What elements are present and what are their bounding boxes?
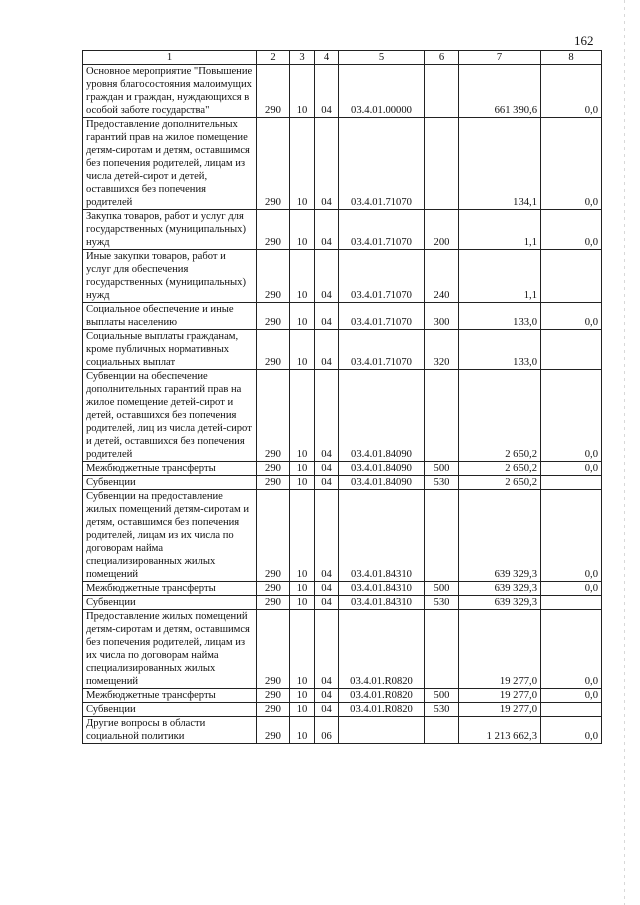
cell-4: 04 [315,330,339,370]
cell-7: 133,0 [459,330,541,370]
table-row [83,370,602,462]
cell-4: 04 [315,582,339,596]
cell-6: 200 [425,210,459,250]
cell-7: 19 277,0 [459,610,541,689]
table-body [83,51,602,744]
cell-1: Субвенции [83,476,257,490]
cell-1: Межбюджетные трансферты [83,462,257,476]
column-header: 5 [339,51,425,65]
cell-7: 134,1 [459,118,541,210]
cell-1: Социальные выплаты гражданам, кроме публичных нормативных социальных выплат [83,330,257,370]
cell-5 [339,717,425,744]
cell-3: 10 [290,303,315,330]
cell-4: 04 [315,370,339,462]
cell-4: 04 [315,462,339,476]
cell-5: 03.4.01.71070 [339,210,425,250]
cell-2: 290 [257,610,290,689]
cell-7: 19 277,0 [459,703,541,717]
table-row [83,476,602,490]
cell-2: 290 [257,689,290,703]
cell-5: 03.4.01.84090 [339,462,425,476]
cell-4: 04 [315,490,339,582]
cell-6: 500 [425,689,459,703]
cell-7: 1,1 [459,210,541,250]
cell-8: 0,0 [541,118,602,210]
cell-1: Субвенции [83,703,257,717]
header-row [83,51,602,65]
cell-7: 2 650,2 [459,462,541,476]
cell-6: 500 [425,462,459,476]
cell-6 [425,118,459,210]
cell-4: 04 [315,303,339,330]
cell-8: 0,0 [541,717,602,744]
cell-4: 04 [315,610,339,689]
cell-4: 04 [315,596,339,610]
cell-4: 04 [315,476,339,490]
cell-6: 530 [425,703,459,717]
cell-7: 639 329,3 [459,596,541,610]
cell-1: Закупка товаров, работ и услуг для государственных (муниципальных) нужд [83,210,257,250]
table-row [83,582,602,596]
cell-8: 0,0 [541,65,602,118]
cell-4: 04 [315,250,339,303]
cell-7: 1 213 662,3 [459,717,541,744]
cell-2: 290 [257,370,290,462]
cell-2: 290 [257,462,290,476]
cell-4: 04 [315,65,339,118]
cell-6: 240 [425,250,459,303]
cell-6: 500 [425,582,459,596]
table-row [83,250,602,303]
cell-2: 290 [257,717,290,744]
cell-1: Другие вопросы в области социальной политики [83,717,257,744]
cell-3: 10 [290,210,315,250]
cell-5: 03.4.01.84310 [339,596,425,610]
cell-7: 19 277,0 [459,689,541,703]
table-row [83,118,602,210]
cell-7: 639 329,3 [459,582,541,596]
table-row [83,65,602,118]
cell-2: 290 [257,703,290,717]
cell-1: Иные закупки товаров, работ и услуг для обеспечения государственных (муниципальных) нужд [83,250,257,303]
page-number: 162 [574,33,594,48]
cell-6 [425,65,459,118]
cell-5: 03.4.01.71070 [339,250,425,303]
column-header: 3 [290,51,315,65]
cell-3: 10 [290,717,315,744]
cell-8 [541,250,602,303]
table-row [83,462,602,476]
cell-8: 0,0 [541,210,602,250]
cell-3: 10 [290,703,315,717]
cell-8: 0,0 [541,689,602,703]
budget-table [82,50,602,744]
cell-7: 133,0 [459,303,541,330]
cell-2: 290 [257,490,290,582]
cell-1: Социальное обеспечение и иные выплаты населению [83,303,257,330]
cell-5: 03.4.01.71070 [339,303,425,330]
column-header: 8 [541,51,602,65]
cell-8: 0,0 [541,370,602,462]
cell-3: 10 [290,476,315,490]
cell-4: 04 [315,689,339,703]
cell-2: 290 [257,330,290,370]
cell-4: 04 [315,210,339,250]
cell-3: 10 [290,250,315,303]
cell-6 [425,717,459,744]
cell-1: Субвенции [83,596,257,610]
cell-7: 661 390,6 [459,65,541,118]
cell-6 [425,610,459,689]
cell-3: 10 [290,490,315,582]
cell-3: 10 [290,330,315,370]
cell-4: 06 [315,717,339,744]
cell-1: Предоставление жилых помещений детям-сиротам и детям, оставшимся без попечения родителей, лицам из их числа по договорам найма специализированных жилых помещений [83,610,257,689]
cell-6: 530 [425,476,459,490]
cell-1: Предоставление дополнительных гарантий прав на жилое помещение детям-сиротам и детям, оставшимся без попечения родителей, лицам из числа детей-сирот и детей, оставшихся без попечения родителей [83,118,257,210]
cell-5: 03.4.01.R0820 [339,610,425,689]
cell-5: 03.4.01.84310 [339,582,425,596]
cell-6: 320 [425,330,459,370]
table-row [83,717,602,744]
table-row [83,596,602,610]
cell-8: 0,0 [541,610,602,689]
table-row [83,610,602,689]
cell-6 [425,370,459,462]
cell-2: 290 [257,476,290,490]
table-row [83,490,602,582]
cell-7: 2 650,2 [459,370,541,462]
cell-5: 03.4.01.71070 [339,330,425,370]
table-row [83,303,602,330]
column-header: 2 [257,51,290,65]
cell-8 [541,476,602,490]
cell-1: Межбюджетные трансферты [83,582,257,596]
cell-7: 639 329,3 [459,490,541,582]
cell-3: 10 [290,462,315,476]
cell-2: 290 [257,582,290,596]
cell-3: 10 [290,582,315,596]
cell-5: 03.4.01.84090 [339,476,425,490]
cell-8 [541,596,602,610]
cell-2: 290 [257,303,290,330]
table-row [83,703,602,717]
column-header: 6 [425,51,459,65]
cell-3: 10 [290,689,315,703]
scan-edge [624,0,625,905]
cell-2: 290 [257,250,290,303]
cell-5: 03.4.01.00000 [339,65,425,118]
cell-3: 10 [290,118,315,210]
cell-2: 290 [257,65,290,118]
cell-8: 0,0 [541,490,602,582]
cell-7: 1,1 [459,250,541,303]
cell-1: Субвенции на обеспечение дополнительных гарантий прав на жилое помещение детей-сирот и детей, оставшихся без попечения родителей, лиц из числа детей-сирот и детей, оставшихся без попечения родителей [83,370,257,462]
cell-1: Межбюджетные трансферты [83,689,257,703]
cell-5: 03.4.01.84090 [339,370,425,462]
cell-3: 10 [290,65,315,118]
cell-8 [541,703,602,717]
cell-8: 0,0 [541,303,602,330]
cell-1: Субвенции на предоставление жилых помещений детям-сиротам и детям, оставшимся без попечения родителей, лицам из их числа по договорам найма специализированных жилых помещений [83,490,257,582]
cell-2: 290 [257,118,290,210]
cell-2: 290 [257,210,290,250]
column-header: 7 [459,51,541,65]
cell-6: 530 [425,596,459,610]
cell-7: 2 650,2 [459,476,541,490]
column-header: 4 [315,51,339,65]
table-row [83,210,602,250]
cell-5: 03.4.01.R0820 [339,689,425,703]
cell-3: 10 [290,370,315,462]
cell-1: Основное мероприятие "Повышение уровня благосостояния малоимущих граждан и граждан, нуждающихся в особой заботе государства" [83,65,257,118]
cell-4: 04 [315,703,339,717]
cell-8: 0,0 [541,462,602,476]
cell-3: 10 [290,610,315,689]
cell-3: 10 [290,596,315,610]
cell-8 [541,330,602,370]
cell-5: 03.4.01.84310 [339,490,425,582]
cell-6: 300 [425,303,459,330]
table-row [83,689,602,703]
cell-5: 03.4.01.R0820 [339,703,425,717]
cell-8: 0,0 [541,582,602,596]
table-row [83,330,602,370]
cell-5: 03.4.01.71070 [339,118,425,210]
cell-6 [425,490,459,582]
cell-4: 04 [315,118,339,210]
cell-2: 290 [257,596,290,610]
column-header: 1 [83,51,257,65]
